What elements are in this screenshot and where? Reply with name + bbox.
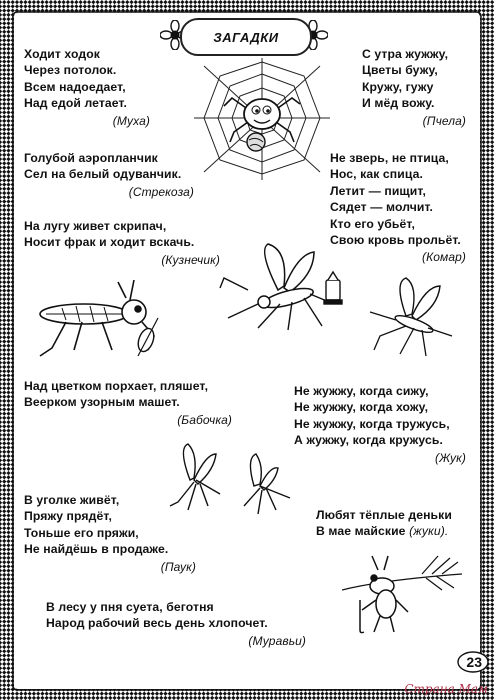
riddle-line: [316, 523, 476, 539]
riddle-line: Через потолок.: [24, 63, 117, 78]
riddle-line-text: В мае майские: [316, 524, 406, 539]
riddle-answer: (Бабочка): [177, 412, 232, 427]
riddle-line: Пряжу прядёт,: [24, 509, 112, 524]
riddle-may-beetles: [316, 507, 476, 540]
riddle-bee: [362, 46, 466, 129]
riddle-dragonfly: [24, 150, 194, 200]
riddle-line: Свою кровь прольёт.: [330, 233, 461, 248]
riddle-line: Сел на белый одуванчик.: [24, 167, 182, 182]
riddle-spider: [24, 492, 196, 575]
riddle-line: Народ рабочий весь день хлопочет.: [46, 616, 268, 631]
riddle-line: Не жужжу, когда сижу,: [294, 384, 429, 398]
riddle-answer: (жуки).: [409, 524, 449, 539]
riddle-line: Не найдёшь в продаже.: [24, 542, 169, 557]
riddle-butterfly: [24, 378, 232, 428]
riddle-fly: [24, 46, 150, 129]
riddle-line: Носит фрак и ходит вскачь.: [24, 235, 195, 250]
riddle-line: А жужжу, когда кружусь.: [294, 433, 443, 448]
beetle-illustration: [342, 550, 462, 634]
riddle-line: С утра жужжу,: [362, 47, 449, 61]
page-title: ЗАГАДКИ: [180, 18, 312, 56]
riddle-line: Нос, как спица.: [330, 167, 423, 182]
riddle-line: Ходит ходок: [24, 47, 100, 61]
spider-web-illustration: [194, 58, 330, 180]
riddle-answer: (Жук): [434, 450, 466, 465]
riddle-mosquito: [330, 150, 466, 266]
riddle-grasshopper: [24, 218, 220, 268]
riddle-line: Голубой аэропланчик: [24, 151, 158, 165]
riddle-answer: (Муха): [112, 113, 150, 128]
riddle-line: Цветы бужу,: [362, 63, 438, 78]
riddle-answer: (Пчела): [422, 113, 466, 128]
mosquito-small-illustration: [366, 276, 462, 362]
riddle-line: Кружу, гужу: [362, 79, 434, 94]
riddle-line: В лесу у пня суета, беготня: [46, 600, 214, 614]
riddle-line: Всем надоедает,: [24, 79, 126, 94]
riddle-ants: [46, 599, 306, 649]
riddle-line: И мёд вожу.: [362, 96, 435, 111]
riddle-answer: (Комар): [421, 250, 466, 265]
watermark: Страна Мам: [404, 682, 488, 696]
riddle-line: Тоньше его пряжи,: [24, 525, 139, 540]
riddle-line: Любят тёплые деньки: [316, 508, 452, 522]
riddle-line: Над цветком порхает, пляшет,: [24, 379, 209, 393]
riddle-line: На лугу живет скрипач,: [24, 219, 167, 233]
riddle-answer: (Стрекоза): [128, 184, 194, 199]
riddle-line: Веерком узорным машет.: [24, 395, 180, 410]
riddle-answer: (Кузнечик): [161, 252, 220, 267]
page-number: 23: [466, 654, 482, 670]
riddle-line: Не жужжу, когда тружусь,: [294, 416, 450, 431]
riddle-line: Над едой летает.: [24, 96, 127, 111]
riddle-line: Не жужжу, когда хожу,: [294, 400, 429, 415]
riddle-beetle: [294, 383, 466, 466]
riddle-line: Кто его убьёт,: [330, 216, 416, 231]
riddle-line: В уголке живёт,: [24, 493, 120, 507]
riddle-line: Не зверь, не птица,: [330, 151, 449, 165]
riddle-answer: (Муравьи): [248, 633, 306, 648]
riddle-answer: (Паук): [160, 559, 196, 574]
riddle-line: Летит — пищит,: [330, 183, 427, 198]
riddle-line: Сядет — молчит.: [330, 200, 433, 215]
grasshopper-illustration: [22, 278, 168, 358]
